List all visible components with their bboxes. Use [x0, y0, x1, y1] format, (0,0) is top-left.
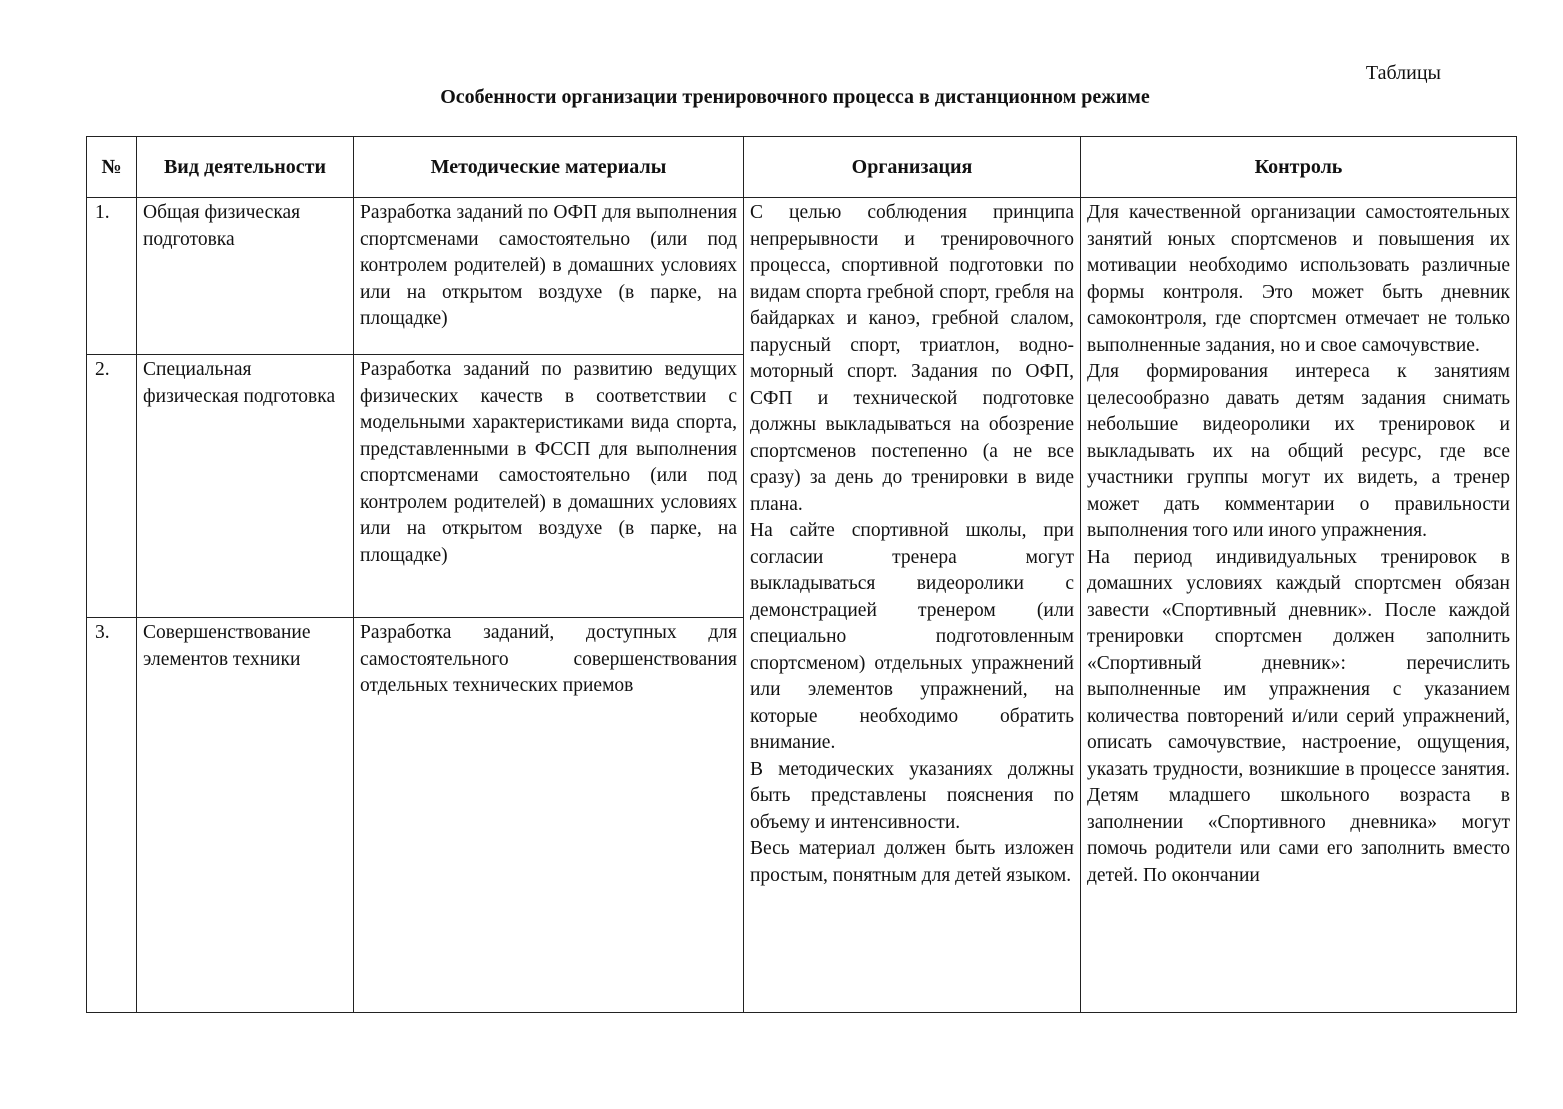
organization-paragraph: Весь материал должен быть изложен простым, понятным для детей языком.	[750, 838, 1074, 886]
row-activity: Общая физическая подготовка	[137, 198, 354, 355]
row-materials: Разработка заданий по развитию ведущих физических качеств в соответствии с модельными характеристиками вида спорта, представленными в ФССП для выполнения спортсменами самостоятельно (или под контролем родителей) в домашних условиях или на открытом воздухе (в парке, на площадке)	[354, 355, 744, 618]
row-number: 2.	[87, 355, 137, 618]
header-materials: Методические материалы	[354, 137, 744, 198]
control-paragraph: На период индивидуальных тренировок в домашних условиях каждый спортсмен обязан завести «Спортивный дневник». После каждой тренировки спортсмен должен заполнить «Спортивный дневник»: перечислить выполненные им упражнения с указанием количества повторений и/или серий упражнений, описать самочувствие, настроение, ощущения, указать трудности, возникшие в процессе занятия. Детям младшего школьного возраста в заполнении «Спортивного дневника» могут помочь родители или сами его заполнить вместо детей. По окончании	[1087, 546, 1510, 886]
row-activity: Совершенствование элементов техники	[137, 618, 354, 1013]
control-cell	[1081, 198, 1517, 1013]
organization-paragraph: На сайте спортивной школы, при согласии тренера могут выкладываться видеоролики с демонстрацией тренером (или специально подготовленным спортсменом) отдельных упражнений или элементов упражнений, на которые необходимо обратить внимание.	[750, 520, 1074, 753]
header-control: Контроль	[1081, 137, 1517, 198]
control-paragraph: Для формирования интереса к занятиям целесообразно давать детям задания снимать небольшие видеоролики их тренировок и выкладывать их на общий ресурс, где все участники группы могут их видеть, а тренер может дать комментарии о правильности выполнения того или иного упражнения.	[1087, 361, 1510, 541]
row-number: 3.	[87, 618, 137, 1013]
row-number: 1.	[87, 198, 137, 355]
table-row	[87, 198, 1517, 355]
row-materials: Разработка заданий по ОФП для выполнения спортсменами самостоятельно (или под контролем родителей) в домашних условиях или на открытом воздухе (в парке, на площадке)	[354, 198, 744, 355]
document-title: Особенности организации тренировочного процесса в дистанционном режиме	[440, 86, 1150, 108]
organization-paragraph: С целью соблюдения принципа непрерывности и тренировочного процесса, спортивной подготовки по видам спорта гребной спорт, гребля на байдарках и каноэ, гребной слалом, парусный спорт, триатлон, водно-моторный спорт. Задания по ОФП, СФП и технической подготовке должны выкладываться на обозрение спортсменов постепенно (а не все сразу) за день до тренировки в виде плана.	[750, 202, 1074, 515]
table-caption: Таблицы	[1365, 62, 1441, 84]
row-materials: Разработка заданий, доступных для самостоятельного совершенствования отдельных технических приемов	[354, 618, 744, 1013]
header-number: №	[87, 137, 137, 198]
header-organization: Организация	[744, 137, 1081, 198]
control-paragraph: Для качественной организации самостоятельных занятий юных спортсменов и повышения их мотивации необходимо использовать различные формы контроля. Это может быть дневник самоконтроля, где спортсмен отмечает не только выполненные задания, но и свое самочувствие.	[1087, 202, 1510, 356]
header-activity: Вид деятельности	[137, 137, 354, 198]
organization-paragraph: В методических указаниях должны быть представлены пояснения по объему и интенсивности.	[750, 758, 1074, 833]
table-header-row	[87, 137, 1517, 198]
training-table	[86, 136, 1517, 1013]
row-activity: Специальная физическая подготовка	[137, 355, 354, 618]
organization-cell	[744, 198, 1081, 1013]
